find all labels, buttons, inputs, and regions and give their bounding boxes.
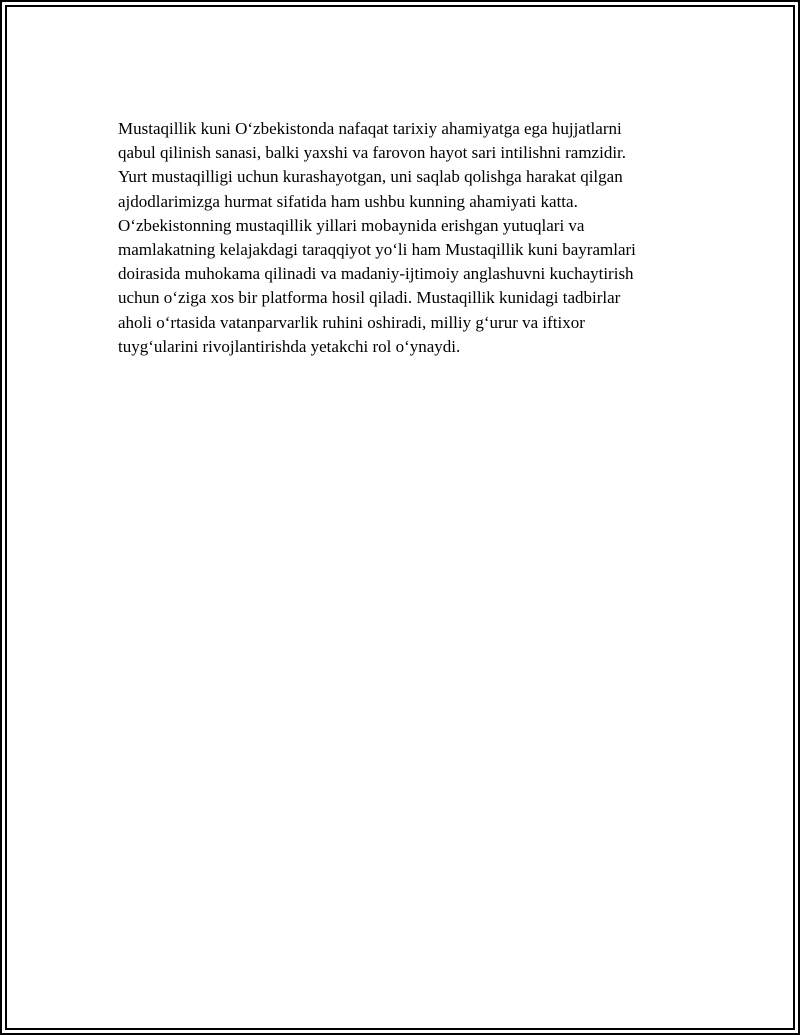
paragraph-line: Mustaqillik kuni O‘zbekistonda nafaqat tarixiy ahamiyatga ega hujjatlarni <box>118 119 622 138</box>
paragraph-line: ajdodlarimizga hurmat sifatida ham ushbu kunning ahamiyati katta. <box>118 191 578 211</box>
paragraph-line: uchun o‘ziga xos bir platforma hosil qiladi. Mustaqillik kunidagi tadbirlar <box>118 288 621 308</box>
paragraph-line: qabul qilinish sanasi, balki yaxshi va farovon hayot sari intilishni ramzidir. <box>118 143 627 163</box>
body-paragraph <box>118 117 698 359</box>
paragraph-line: Yurt mustaqilligi uchun kurashayotgan, uni saqlab qolishga harakat qilgan <box>118 167 623 187</box>
paragraph-line: mamlakatning kelajakdagi taraqqiyot yo‘li ham Mustaqillik kuni bayramlari <box>118 240 636 260</box>
paragraph-line: O‘zbekistonning mustaqillik yillari mobaynida erishgan yutuqlari va <box>118 215 585 235</box>
paragraph-line: aholi o‘rtasida vatanparvarlik ruhini oshiradi, milliy g‘urur va iftixor <box>118 312 585 332</box>
paragraph-line: tuyg‘ularini rivojlantirishda yetakchi rol o‘ynaydi. <box>118 336 461 356</box>
paragraph-line: doirasida muhokama qilinadi va madaniy-ijtimoiy anglashuvni kuchaytirish <box>118 264 634 284</box>
